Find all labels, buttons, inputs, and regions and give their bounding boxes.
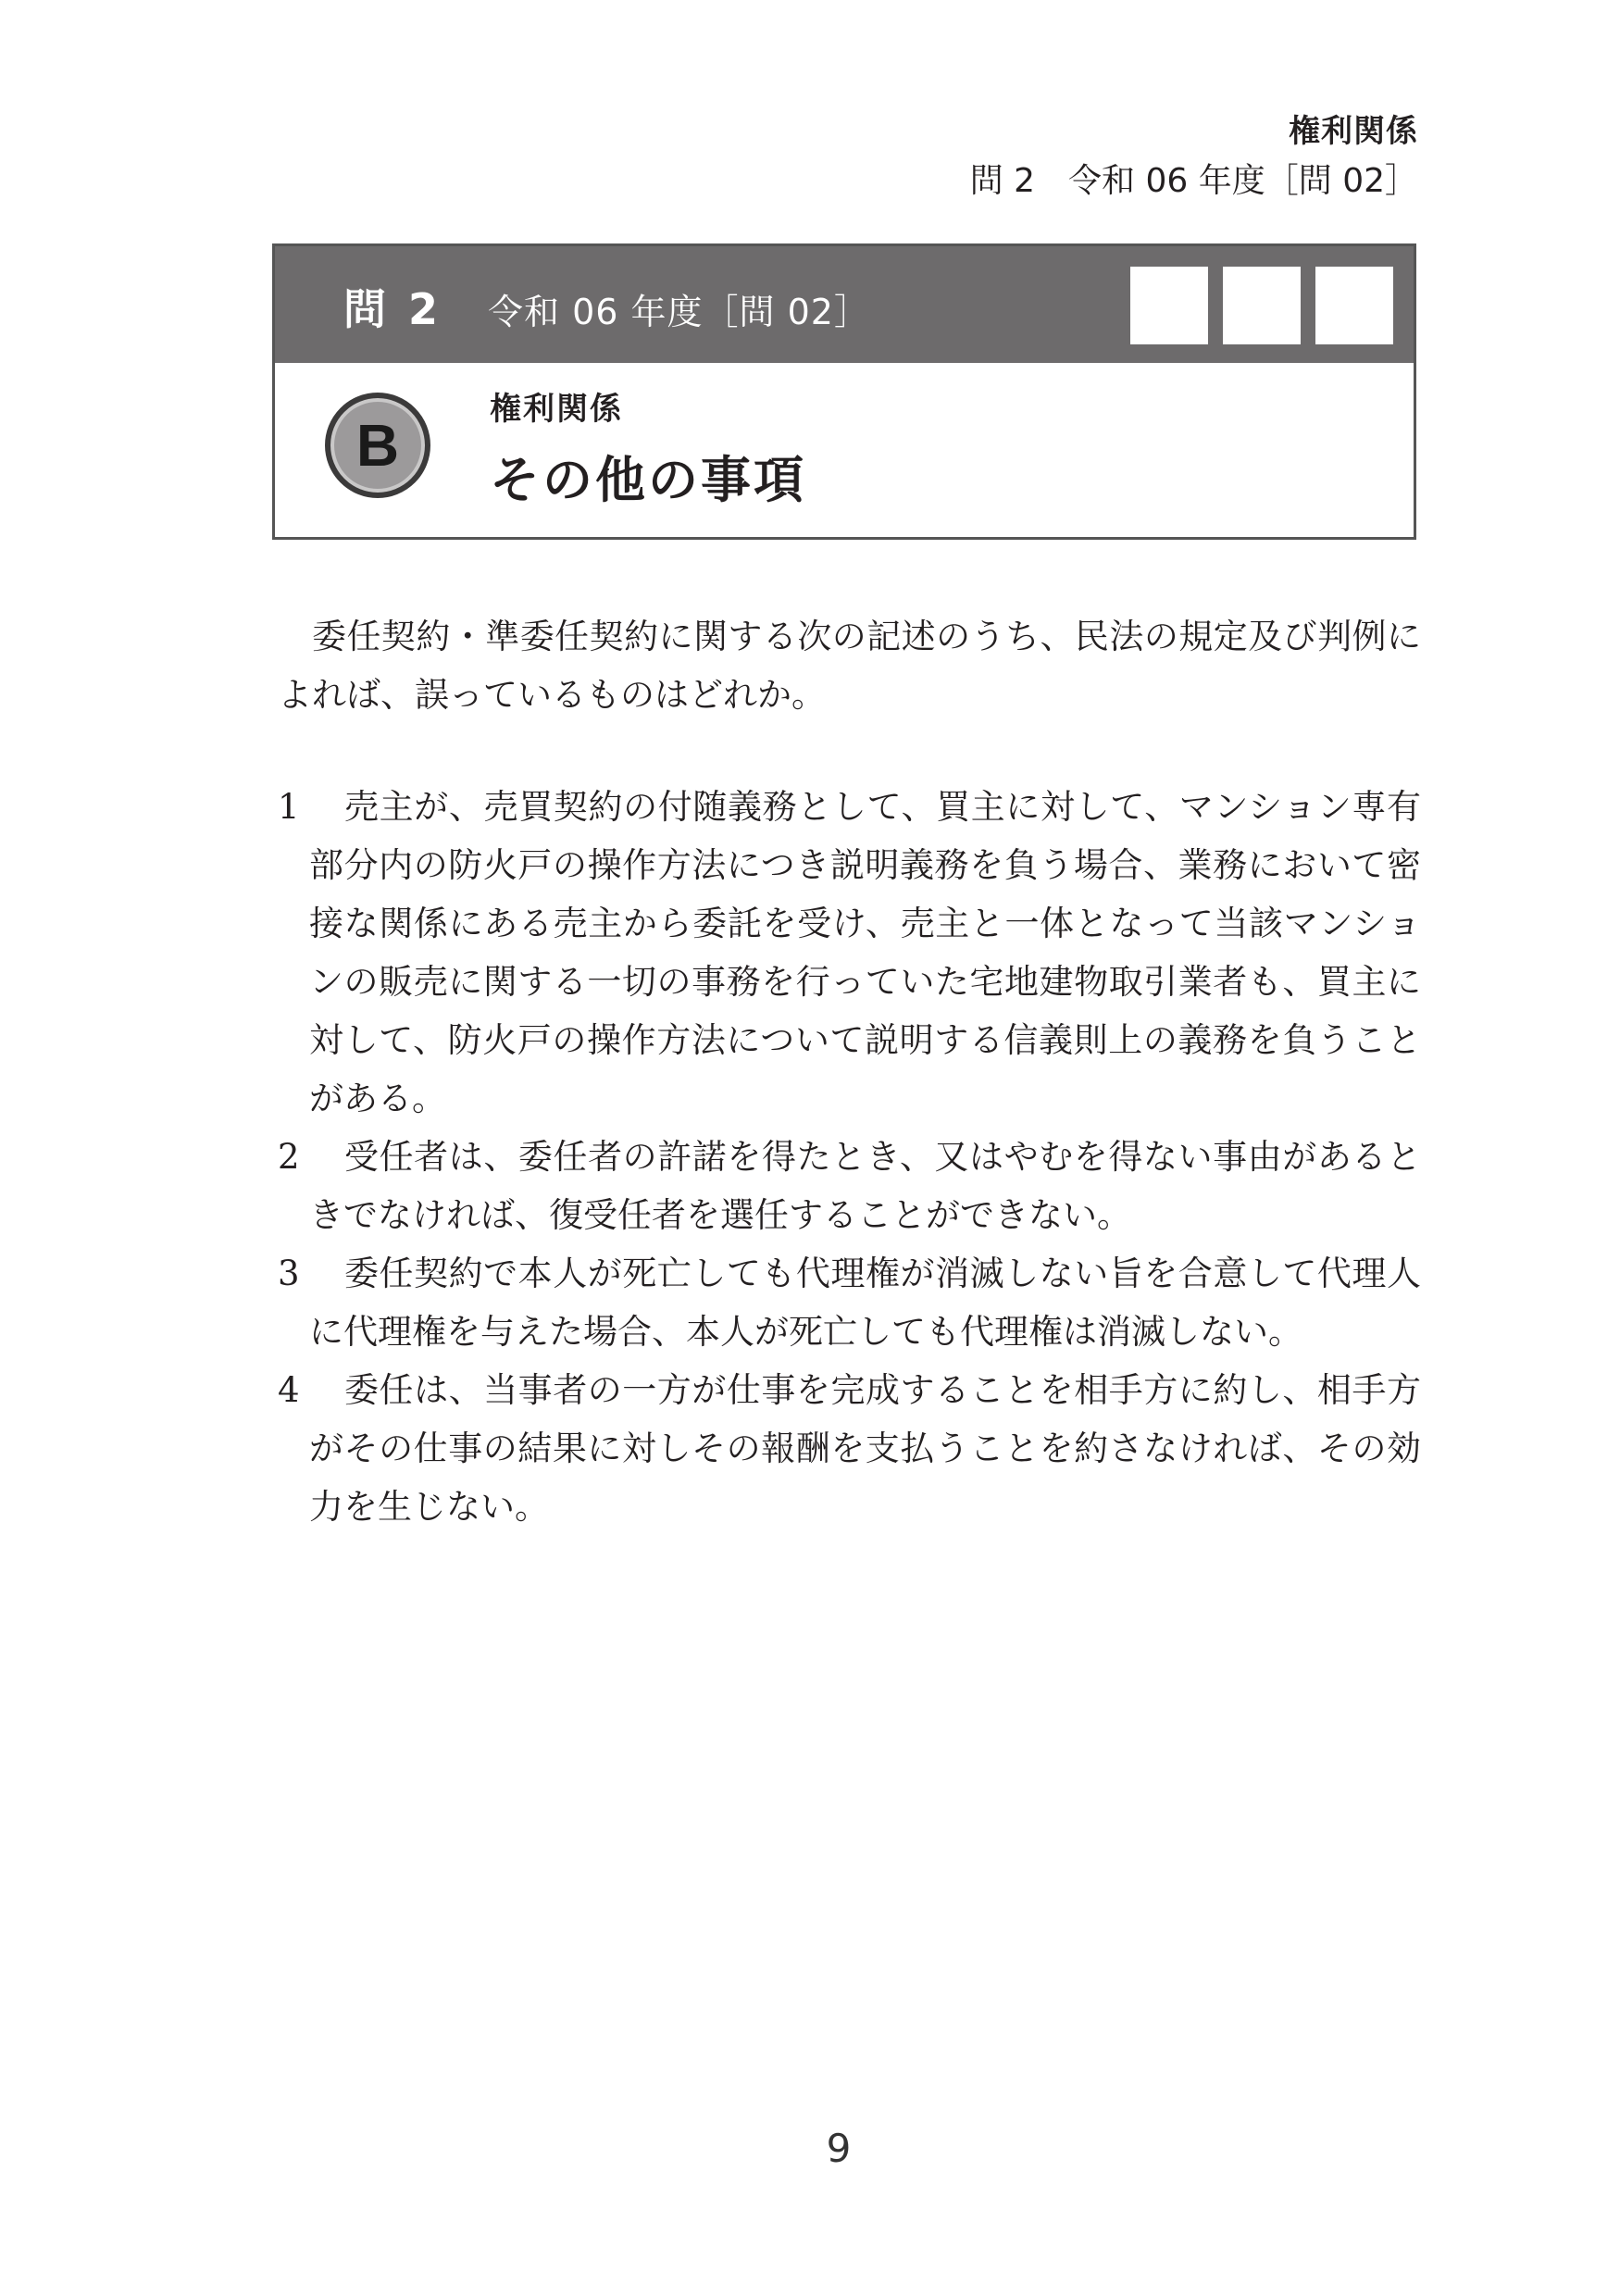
question-year-reference: 令和 06 年度［問 02］ <box>488 292 870 332</box>
question-number: 問 2 <box>343 284 442 334</box>
review-checkboxes <box>1130 267 1393 344</box>
answer-choice-4 <box>278 1361 1421 1536</box>
answer-choice-3 <box>278 1244 1421 1361</box>
running-head <box>970 109 1418 206</box>
review-checkbox-1[interactable] <box>1130 267 1208 344</box>
difficulty-grade-label: B <box>355 412 400 479</box>
choice-text: 受任者は、委任者の許諾を得たとき、又はやむを得ない事由があるときでなければ、復受任者を選任することができない。 <box>309 1137 1421 1235</box>
answer-choice-2 <box>278 1128 1421 1244</box>
choice-number: 4 <box>278 1370 300 1410</box>
question-topic: その他の事項 <box>490 451 806 509</box>
answer-choices <box>278 778 1421 1536</box>
choice-text: 委任契約で本人が死亡しても代理権が消滅しない旨を合意して代理人に代理権を与えた場合、本人が死亡しても代理権は消滅しない。 <box>309 1254 1421 1352</box>
question-stem: 委任契約・準委任契約に関する次の記述のうち、民法の規定及び判例によれば、誤っているものはどれか。 <box>278 617 1421 715</box>
running-head-category: 権利関係 <box>1289 113 1418 150</box>
page-number: 9 <box>826 2126 852 2171</box>
choice-text: 売主が、売買契約の付随義務として、買主に対して、マンション専有部分内の防火戸の操作方法につき説明義務を負う場合、業務において密接な関係にある売主から委託を受け、売主と一体となって当該マンションの販売に関する一切の事務を行っていた宅地建物取引業者も、買主に対して、防火戸の操作方法について説明する信義則上の義務を負うことがある。 <box>309 787 1421 1118</box>
review-checkbox-2[interactable] <box>1223 267 1301 344</box>
choice-number: 1 <box>278 787 300 827</box>
difficulty-grade-badge <box>325 393 430 498</box>
question-header-box <box>272 243 1416 540</box>
choice-text: 委任は、当事者の一方が仕事を完成することを相手方に約し、相手方がその仕事の結果に対しその報酬を支払うことを約さなければ、その効力を生じない。 <box>309 1370 1421 1527</box>
choice-number: 2 <box>278 1137 300 1177</box>
choice-number: 3 <box>278 1254 300 1293</box>
review-checkbox-3[interactable] <box>1315 267 1393 344</box>
running-head-reference: 問 2 令和 06 年度［問 02］ <box>969 162 1418 200</box>
answer-choice-1 <box>278 778 1421 1128</box>
question-title-bar <box>275 246 1414 363</box>
question-category: 権利関係 <box>490 391 623 428</box>
